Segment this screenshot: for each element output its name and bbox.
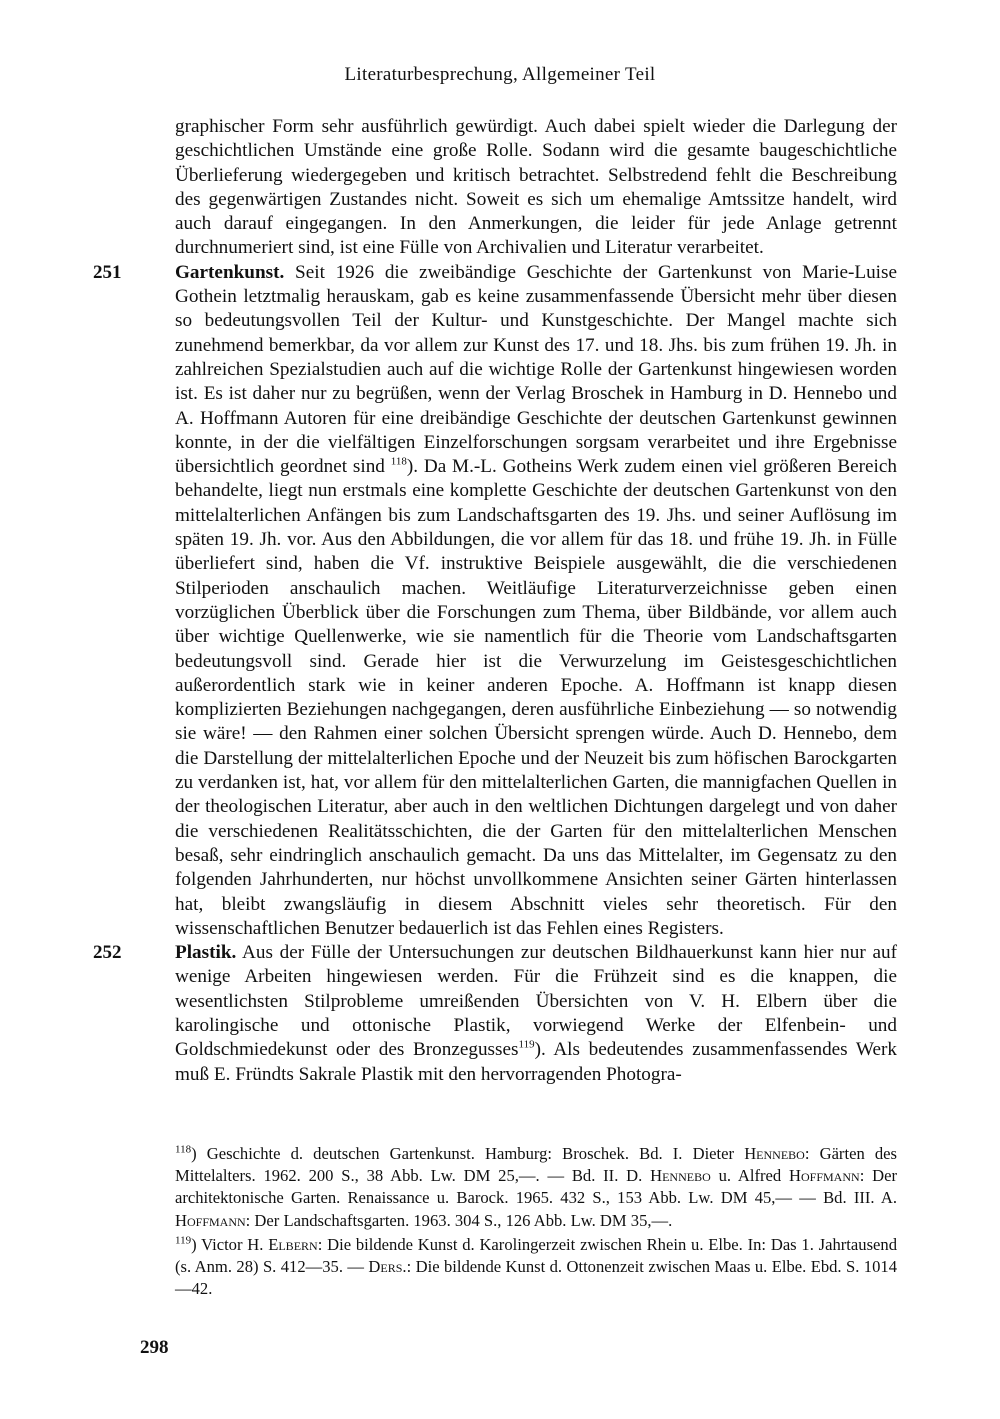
fn-seg: : Die bildende Kunst d. Karolingerzeit zwischen Rhein u. Elbe. In: Das 1. Jahrtausend (s. Anm. 28) S. 412—35. — <box>175 1234 897 1277</box>
fn-seg: : Der architektonische Garten. Renaissance u. Barock. 1965. 432 S., 153 Abb. Lw. DM 45,— — Bd. III. A. <box>175 1166 897 1208</box>
section-text: ). Da M.-L. Gotheins Werk zudem einen viel größeren Bereich behandelte, liegt nun erstmals eine komplette Geschichte der deutschen Gartenkunst von den mittelalterlichen Anfängen bis zum Landschaftsgarten des 19. Jhs. und seiner Auflösung im späten 19. Jh. vor. Aus den Abbildungen, die vor allem für das 18. und frühe 19. Jh. in Fülle überliefert sind, haben die Vf. instruktive Beispiele ausgewählt, die die verschiedenen Stilperioden anschaulich machen. Weitläufige Literaturverzeichnisse geben einen vorzüglichen Überblick über die Forschungen zum Thema, über Bildbände, vor allem auch über wichtige Quellenwerke, wie sie namentlich für die Theorie vom Landschaftsgarten bedeutungsvoll sind. Gerade hier ist die Verwurzelung im Geistesgeschichtlichen außerordentlich stark wie in keiner anderen Epoche. A. Hoffmann ist knapp diesen komplizierten Beziehungen nachgegangen, deren ausführliche Einbeziehung — so notwendig sie wäre! — den Rahmen einer solchen Übersicht sprengen würde. Auch D. Hennebo, dem die Darstellung der mittelalterlichen Epoche und der Neuzeit bis zum höfischen Barockgarten zu verdanken ist, hat, vor allem für den mittelalterlichen Garten, die mannigfachen Quellen in der theologischen Literatur, aber auch in den weltlichen Dichtungen dargelegt und von daher die verschiedenen Realitätsschichten, die der Garten für den mittelalterlichen Menschen besaß, sehr eindringlich anschaulich gemacht. Da uns das Mittelalter, im Gegensatz zu den folgenden Jahrhunderten, nur höchst unvollkommene Ansichten seiner Gärten hinterlassen hat, bleibt zwangsläufig in diesem Abschnitt vieles sehr theoretisch. Für den wissenschaftlichen Benutzer bedauerlich ist das Fehlen eines Registers. <box>175 456 897 939</box>
footnote-ref[interactable]: 119 <box>518 1038 535 1051</box>
author-name: Hoffmann <box>175 1210 246 1230</box>
section-text: Aus der Fülle der Untersuchungen zur deutschen Bildhauerkunst kann hier nur auf wenige Arbeiten hingewiesen werden. Für die Frühzeit sind es die knappen, die wesentlichsten Stilprobleme umreißenden Übersichten von V. H. Elbern über die karolingische und ottonische Plastik, vorwiegend Werke der Elfenbein- und Goldschmiedekunst oder des Bronzegusses <box>175 942 897 1061</box>
footnote-marker: 118 <box>175 1143 192 1156</box>
section-text: Seit 1926 die zweibändige Geschichte der Gartenkunst von Marie-Luise Gothein letztmalig herauskam, gab es keine zusammenfassende Übersicht mehr über diesen so bedeutungsvollen Teil der Kultur- und Kunstgeschichte. Der Mangel machte sich zunehmend bemerkbar, da vor allem zur Kunst des 17. und 18. Jhs. bis zum frühen 19. Jh. in zahlreichen Spezialstudien auch auf die wichtige Rolle der Gartenkunst hingewiesen worden ist. Es ist daher nur zu begrüßen, wenn der Verlag Broschek in Hamburg in D. Hennebo und A. Hoffmann Autoren für eine dreibändige Geschichte der deutschen Gartenkunst gewinnen konnte, in der die vielfältigen Einzelforschungen sorgsam verarbeitet und ihre Ergebnisse übersichtlich geordnet sind <box>175 261 897 478</box>
fn-seg: ) Geschichte d. deutschen Gartenkunst. Hamburg: Broschek. Bd. I. Dieter <box>191 1144 745 1163</box>
author-name: Hoffmann <box>789 1166 860 1186</box>
section-251 <box>93 261 897 941</box>
fn-seg: : Die bildende Kunst d. Ottonenzeit zwischen Maas u. Elbe. Ebd. S. 1014—42. <box>175 1257 897 1299</box>
fn-seg: ) Victor H. <box>191 1234 269 1254</box>
body-text <box>93 115 897 1087</box>
footnote-ref[interactable]: 118 <box>390 455 407 468</box>
running-head: Literaturbesprechung, Allgemeiner Teil <box>344 64 656 85</box>
author-name: Hennebo <box>650 1166 711 1186</box>
section-text: ). Als bedeutendes zusammenfassendes Werk muß E. Fründts Sakrale Plastik mit den hervorragenden Photogra- <box>175 1039 897 1085</box>
section-252 <box>93 941 897 1087</box>
author-name: Elbern <box>268 1234 318 1254</box>
page-number: 298 <box>140 1337 169 1358</box>
fn-seg: : Gärten des Mittelalters. 1962. 200 S., 38 Abb. Lw. DM 25,—. — Bd. II. D. <box>175 1144 897 1186</box>
marginal-number: 252 <box>93 942 122 964</box>
author-name: Ders. <box>368 1257 407 1277</box>
intro-paragraph: graphischer Form sehr ausführlich gewürdigt. Auch dabei spielt wieder die Darlegung der geschichtlichen Umstände eine große Rolle. Sodann wird die gesamte baugeschichtliche Überlieferung wiedergegeben und kritisch betrachtet. Selbstredend fehlt die Beschreibung des gegenwärtigen Zustandes nicht. Soweit es sich um ehemalige Amtssitze handelt, wird auch darauf eingegangen. In den Anmerkungen, die leider für jede Anlage getrennt durchnumeriert sind, ist eine Fülle von Archivalien und Literatur verarbeitet. <box>175 116 897 259</box>
section-heading: Gartenkunst. <box>175 261 285 283</box>
footnote-119 <box>175 1234 897 1301</box>
fn-seg: : Der Landschaftsgarten. 1963. 304 S., 126 Abb. Lw. DM 35,—. <box>245 1210 673 1230</box>
author-name: Hennebo <box>744 1144 805 1163</box>
footnote-marker: 119 <box>175 1234 192 1247</box>
marginal-number: 251 <box>93 261 122 283</box>
footnotes <box>175 1143 897 1302</box>
fn-seg: u. Alfred <box>710 1166 790 1186</box>
footnote-118 <box>175 1143 897 1232</box>
section-heading: Plastik. <box>175 942 237 964</box>
